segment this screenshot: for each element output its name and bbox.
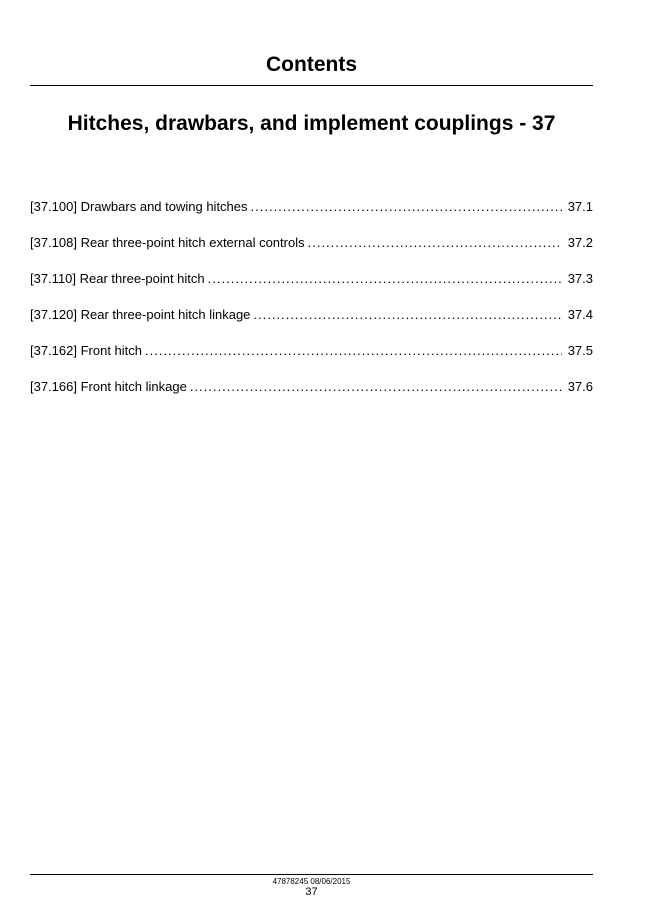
toc-entry-label[interactable]: [37.110] Rear three-point hitch xyxy=(30,271,205,286)
toc-entry-page[interactable]: 37.5 xyxy=(567,343,593,358)
toc-dot-leader xyxy=(208,269,562,289)
toc-entry-label[interactable]: [37.100] Drawbars and towing hitches xyxy=(30,199,248,214)
toc-entry-37-100[interactable] xyxy=(30,197,593,233)
toc-entry-label[interactable]: [37.162] Front hitch xyxy=(30,343,143,358)
page-title: Contents xyxy=(266,53,357,76)
toc-entry-37-120[interactable] xyxy=(30,305,593,341)
toc-entry-page[interactable]: 37.4 xyxy=(567,307,593,322)
toc-entry-37-166[interactable] xyxy=(30,377,593,413)
section-title: Hitches, drawbars, and implement couplings - 37 xyxy=(67,112,556,135)
toc-dot-leader xyxy=(253,305,561,325)
toc-entry-page[interactable]: 37.6 xyxy=(567,379,593,394)
toc-dot-leader xyxy=(190,377,562,397)
toc-entry-page[interactable]: 37.1 xyxy=(567,199,593,214)
toc-entry-37-110[interactable] xyxy=(30,269,593,305)
toc-entry-37-162[interactable] xyxy=(30,341,593,377)
toc-entry-label[interactable]: [37.120] Rear three-point hitch linkage xyxy=(30,307,251,322)
footer-divider xyxy=(30,874,593,875)
toc-dot-leader xyxy=(145,341,562,361)
toc-entry-page[interactable]: 37.2 xyxy=(567,235,593,250)
footer-page-number: 37 xyxy=(305,886,318,898)
table-of-contents xyxy=(30,197,593,413)
toc-dot-leader xyxy=(308,233,562,253)
header-divider xyxy=(30,85,593,86)
toc-entry-label[interactable]: [37.166] Front hitch linkage xyxy=(30,379,187,394)
toc-entry-label[interactable]: [37.108] Rear three-point hitch external controls xyxy=(30,235,305,250)
toc-entry-37-108[interactable] xyxy=(30,233,593,269)
toc-dot-leader xyxy=(251,197,562,217)
toc-entry-page[interactable]: 37.3 xyxy=(567,271,593,286)
footer-document-id: 47878245 08/06/2015 xyxy=(272,877,351,886)
